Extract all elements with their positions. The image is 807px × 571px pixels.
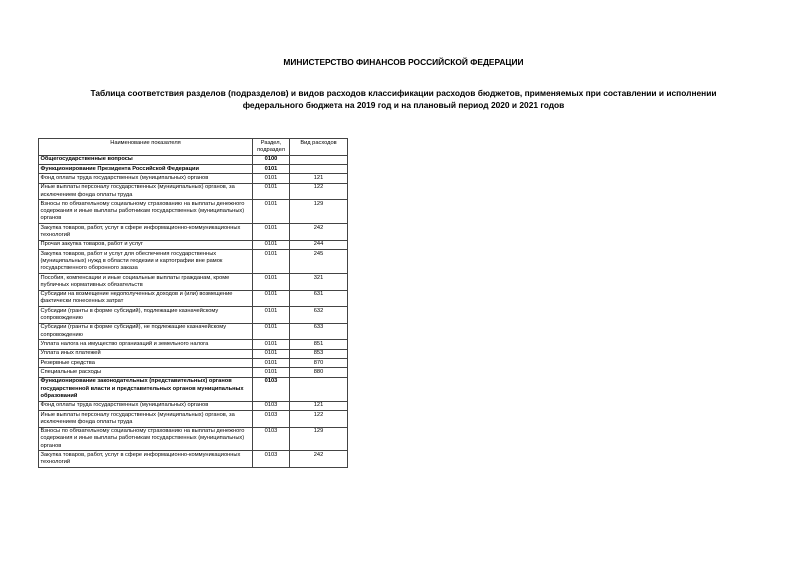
- table-row: [39, 411, 348, 428]
- table-row: [39, 155, 348, 164]
- row-type-cell: 244: [290, 240, 348, 249]
- subtitle-line-1: Таблица соответствия разделов (подразделов) и видов расходов классификации расходов бюджетов, применяемых при составлении и исполнении: [90, 88, 717, 98]
- table-row: [39, 273, 348, 290]
- row-section-cell: 0103: [253, 411, 290, 428]
- row-section-cell: 0101: [253, 290, 290, 307]
- row-name-cell: Закупка товаров, работ и услуг для обеспечения государственных (муниципальных) нужд в области геодезии и картографии вне рамок государственного оборонного заказа: [39, 250, 253, 274]
- row-name-cell: Взносы по обязательному социальному страхованию на выплаты денежного содержания и иные выплаты работникам государственных (муниципальных) органов: [39, 427, 253, 451]
- row-name-cell: Иные выплаты персоналу государственных (муниципальных) органов, за исключением фонда оплаты труда: [39, 411, 253, 428]
- table-row: [39, 164, 348, 173]
- column-header-name: Наименование показателя: [39, 139, 253, 156]
- column-header-section: Раздел, подраздел: [253, 139, 290, 156]
- row-type-cell: 121: [290, 174, 348, 183]
- table-row: [39, 368, 348, 377]
- table-row: [39, 250, 348, 274]
- row-section-cell: 0103: [253, 401, 290, 410]
- subtitle-line-2: федерального бюджета на 2019 год и на плановый период 2020 и 2021 годов: [242, 100, 565, 110]
- row-name-cell: Взносы по обязательному социальному страхованию на выплаты денежного содержания и иные выплаты работникам государственных (муниципальных) органов: [39, 200, 253, 224]
- row-type-cell: 631: [290, 290, 348, 307]
- row-section-cell: 0101: [253, 307, 290, 324]
- row-section-cell: 0101: [253, 250, 290, 274]
- row-type-cell: 321: [290, 273, 348, 290]
- ministry-title: МИНИСТЕРСТВО ФИНАНСОВ РОССИЙСКОЙ ФЕДЕРАЦИИ: [283, 57, 524, 67]
- row-type-cell: 880: [290, 368, 348, 377]
- table-row: [39, 377, 348, 401]
- table-row: [39, 224, 348, 241]
- row-name-cell: Фонд оплаты труда государственных (муниципальных) органов: [39, 174, 253, 183]
- row-section-cell: 0101: [253, 164, 290, 173]
- row-section-cell: 0101: [253, 323, 290, 340]
- row-section-cell: 0103: [253, 427, 290, 451]
- table-row: [39, 401, 348, 410]
- row-type-cell: 129: [290, 200, 348, 224]
- row-type-cell: 122: [290, 183, 348, 200]
- row-type-cell: 121: [290, 401, 348, 410]
- table-row: [39, 240, 348, 249]
- row-name-cell: Фонд оплаты труда государственных (муниципальных) органов: [39, 401, 253, 410]
- table-row: [39, 290, 348, 307]
- row-section-cell: 0101: [253, 174, 290, 183]
- row-section-cell: 0101: [253, 359, 290, 368]
- table-body: [39, 155, 348, 467]
- row-section-cell: 0101: [253, 273, 290, 290]
- row-type-cell: 633: [290, 323, 348, 340]
- row-section-cell: 0101: [253, 240, 290, 249]
- row-name-cell: Функционирование законодательных (представительных) органов государственной власти и представительных органов муниципальных образований: [39, 377, 253, 401]
- row-section-cell: 0101: [253, 349, 290, 358]
- table-row: [39, 307, 348, 324]
- row-section-cell: 0101: [253, 224, 290, 241]
- table-row: [39, 340, 348, 349]
- row-name-cell: Прочая закупка товаров, работ и услуг: [39, 240, 253, 249]
- row-type-cell: 242: [290, 451, 348, 468]
- table-row: [39, 427, 348, 451]
- row-name-cell: Общегосударственные вопросы: [39, 155, 253, 164]
- row-type-cell: [290, 155, 348, 164]
- row-type-cell: 122: [290, 411, 348, 428]
- table-row: [39, 174, 348, 183]
- row-type-cell: 245: [290, 250, 348, 274]
- row-name-cell: Закупка товаров, работ, услуг в сфере информационно-коммуникационных технологий: [39, 224, 253, 241]
- table-row: [39, 451, 348, 468]
- classification-table: [38, 138, 348, 468]
- row-type-cell: 870: [290, 359, 348, 368]
- row-type-cell: 242: [290, 224, 348, 241]
- table-row: [39, 349, 348, 358]
- row-section-cell: 0101: [253, 200, 290, 224]
- row-name-cell: Иные выплаты персоналу государственных (муниципальных) органов, за исключением фонда оплаты труда: [39, 183, 253, 200]
- row-type-cell: [290, 164, 348, 173]
- row-name-cell: Уплата налога на имущество организаций и земельного налога: [39, 340, 253, 349]
- row-type-cell: [290, 377, 348, 401]
- row-type-cell: 129: [290, 427, 348, 451]
- row-name-cell: Специальные расходы: [39, 368, 253, 377]
- table-row: [39, 200, 348, 224]
- document-subtitle: [50, 87, 757, 111]
- row-name-cell: Субсидии (гранты в форме субсидий), не подлежащие казначейскому сопровождению: [39, 323, 253, 340]
- table-row: [39, 359, 348, 368]
- row-type-cell: 851: [290, 340, 348, 349]
- row-name-cell: Резервные средства: [39, 359, 253, 368]
- row-section-cell: 0101: [253, 340, 290, 349]
- row-section-cell: 0101: [253, 183, 290, 200]
- column-header-type: Вид расходов: [290, 139, 348, 156]
- table-row: [39, 323, 348, 340]
- row-name-cell: Закупка товаров, работ, услуг в сфере информационно-коммуникационных технологий: [39, 451, 253, 468]
- row-name-cell: Функционирование Президента Российской Федерации: [39, 164, 253, 173]
- row-name-cell: Субсидии на возмещение недополученных доходов и (или) возмещение фактически понесенных затрат: [39, 290, 253, 307]
- row-section-cell: 0100: [253, 155, 290, 164]
- row-section-cell: 0103: [253, 451, 290, 468]
- row-name-cell: Пособия, компенсации и иные социальные выплаты гражданам, кроме публичных нормативных обязательств: [39, 273, 253, 290]
- row-type-cell: 632: [290, 307, 348, 324]
- table-header-row: [39, 139, 348, 156]
- row-name-cell: Субсидии (гранты в форме субсидий), подлежащие казначейскому сопровождению: [39, 307, 253, 324]
- table-row: [39, 183, 348, 200]
- row-type-cell: 853: [290, 349, 348, 358]
- row-section-cell: 0101: [253, 368, 290, 377]
- row-name-cell: Уплата иных платежей: [39, 349, 253, 358]
- row-section-cell: 0103: [253, 377, 290, 401]
